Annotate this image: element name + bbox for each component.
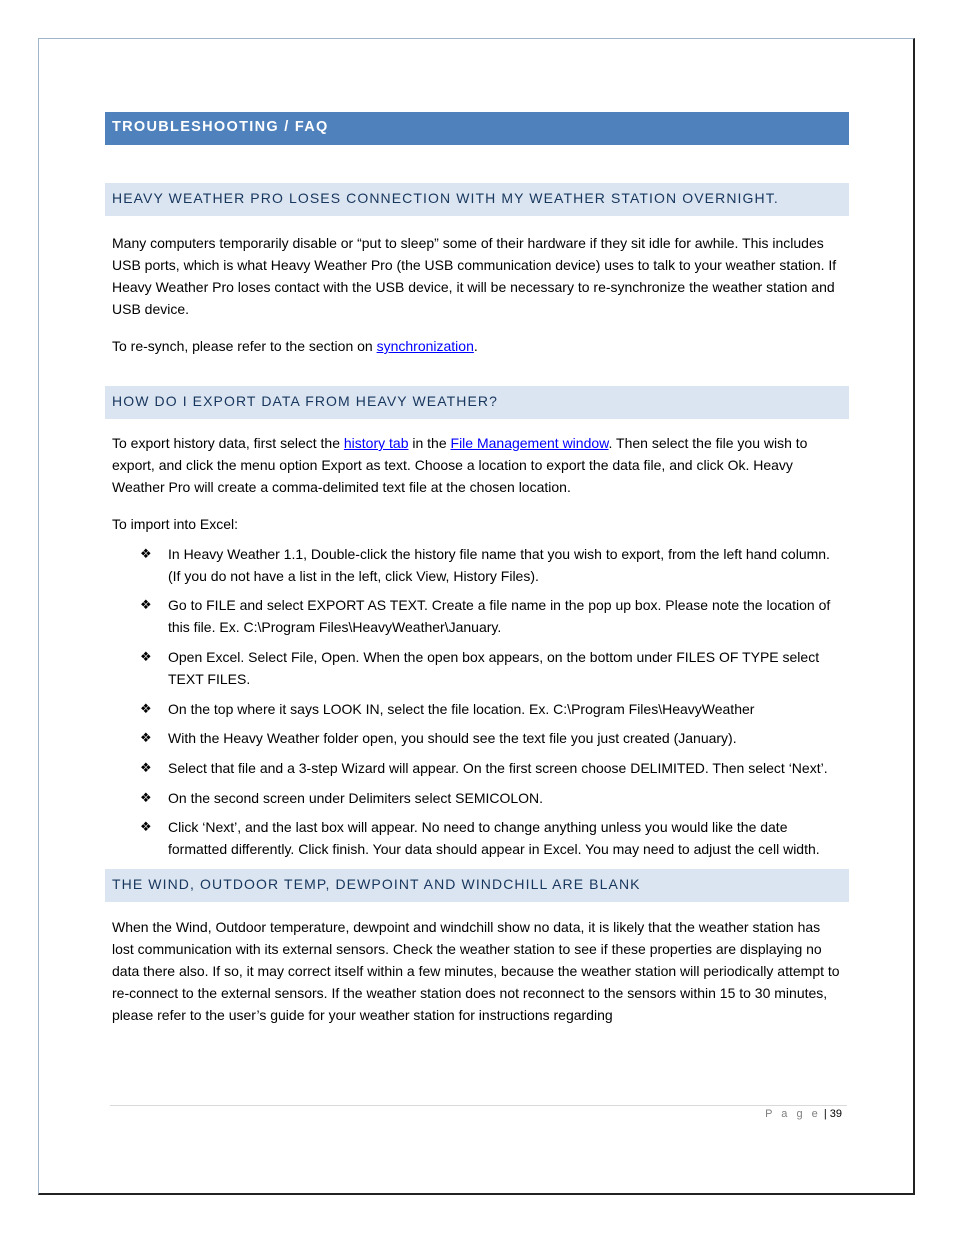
page-content: [105, 112, 849, 1026]
list-item-text: On the second screen under Delimiters select SEMICOLON.: [168, 790, 544, 806]
export-text-a: To export history data, first select the: [112, 435, 344, 451]
diamond-bullet-icon: ❖: [140, 597, 152, 612]
history-tab-link[interactable]: history tab: [343, 435, 409, 451]
diamond-bullet-icon: ❖: [140, 790, 152, 805]
export-text-b: in the: [408, 435, 451, 451]
footer-separator: |: [820, 1108, 830, 1120]
list-item: [105, 727, 849, 749]
diamond-bullet-icon: ❖: [140, 760, 152, 775]
list-item: [105, 543, 849, 587]
page-footer: [765, 1108, 842, 1120]
list-item-text: Click ‘Next’, and the last box will appear. No need to change anything unless you would like the date formatted differently. Click finish. Your data should appear in Excel. You may need to adjust the cell width.: [168, 819, 820, 857]
synchronization-link[interactable]: synchronization: [376, 338, 474, 354]
list-item: [105, 698, 849, 720]
export-text-c: . Then select the file you wish to export, and click the menu option Export as text. Choose a location to export the data file, and click Ok. Heavy Weather Pro will create a comma-delimited text file at the chosen location.: [112, 435, 808, 495]
list-item: [105, 757, 849, 779]
main-heading: TROUBLESHOOTING / FAQ: [105, 112, 849, 145]
diamond-bullet-icon: ❖: [140, 649, 152, 664]
resynch-text: To re-synch, please refer to the section on: [112, 338, 377, 354]
section-heading-connection: HEAVY WEATHER PRO LOSES CONNECTION WITH MY WEATHER STATION OVERNIGHT.: [105, 183, 849, 216]
section-heading-blank-readings: THE WIND, OUTDOOR TEMP, DEWPOINT AND WINDCHILL ARE BLANK: [105, 869, 849, 902]
footer-divider: [110, 1105, 847, 1106]
page-number: 39: [829, 1108, 842, 1120]
list-item: [105, 646, 849, 690]
diamond-bullet-icon: ❖: [140, 819, 152, 834]
diamond-bullet-icon: ❖: [140, 701, 152, 716]
section-export-paragraph: [105, 432, 849, 498]
diamond-bullet-icon: ❖: [140, 546, 152, 561]
section-blank-readings-paragraph: When the Wind, Outdoor temperature, dewpoint and windchill show no data, it is likely that the weather station has lost communication with its external sensors. Check the weather station to see if these properties are displaying no data there also. If so, it may correct itself within a few minutes, because the weather station will periodically attempt to re-connect to the external sensors. If the weather station does not reconnect to the sensors within 15 to 30 minutes, please refer to the user’s guide for your weather station for instructions regarding: [112, 919, 840, 1023]
import-into-excel-label: To import into Excel:: [112, 516, 239, 532]
import-steps-list: [105, 543, 849, 860]
list-item: [105, 594, 849, 638]
list-item: [105, 816, 849, 860]
list-item-text: On the top where it says LOOK IN, select the file location. Ex. C:\Program Files\HeavyWeather: [168, 701, 755, 717]
file-management-window-link[interactable]: File Management window: [450, 435, 609, 451]
list-item-text: In Heavy Weather 1.1, Double-click the history file name that you wish to export, from the left hand column. (If you do not have a list in the left, click View, History Files).: [168, 546, 830, 584]
section-connection-resynch: [105, 335, 849, 357]
list-item-text: Open Excel. Select File, Open. When the open box appears, on the bottom under FILES OF TYPE select TEXT FILES.: [168, 649, 820, 687]
section-connection-paragraph: Many computers temporarily disable or “put to sleep” some of their hardware if they sit idle for awhile. This includes USB ports, which is what Heavy Weather Pro (the USB communication device) uses to talk to your weather station. If Heavy Weather Pro loses contact with the USB device, it will be necessary to re-synchronize the weather station and USB device.: [112, 235, 837, 317]
page-label: P a g e: [765, 1108, 821, 1120]
list-item: [105, 787, 849, 809]
diamond-bullet-icon: ❖: [140, 730, 152, 745]
resynch-text-end: .: [473, 338, 478, 354]
list-item-text: Go to FILE and select EXPORT AS TEXT. Create a file name in the pop up box. Please note the location of this file. Ex. C:\Program Files\HeavyWeather\January.: [168, 597, 831, 635]
list-item-text: With the Heavy Weather folder open, you should see the text file you just created (January).: [168, 730, 737, 746]
list-item-text: Select that file and a 3-step Wizard will appear. On the first screen choose DELIMITED. Then select ‘Next’.: [168, 760, 828, 776]
section-heading-export: HOW DO I EXPORT DATA FROM HEAVY WEATHER?: [105, 386, 849, 419]
